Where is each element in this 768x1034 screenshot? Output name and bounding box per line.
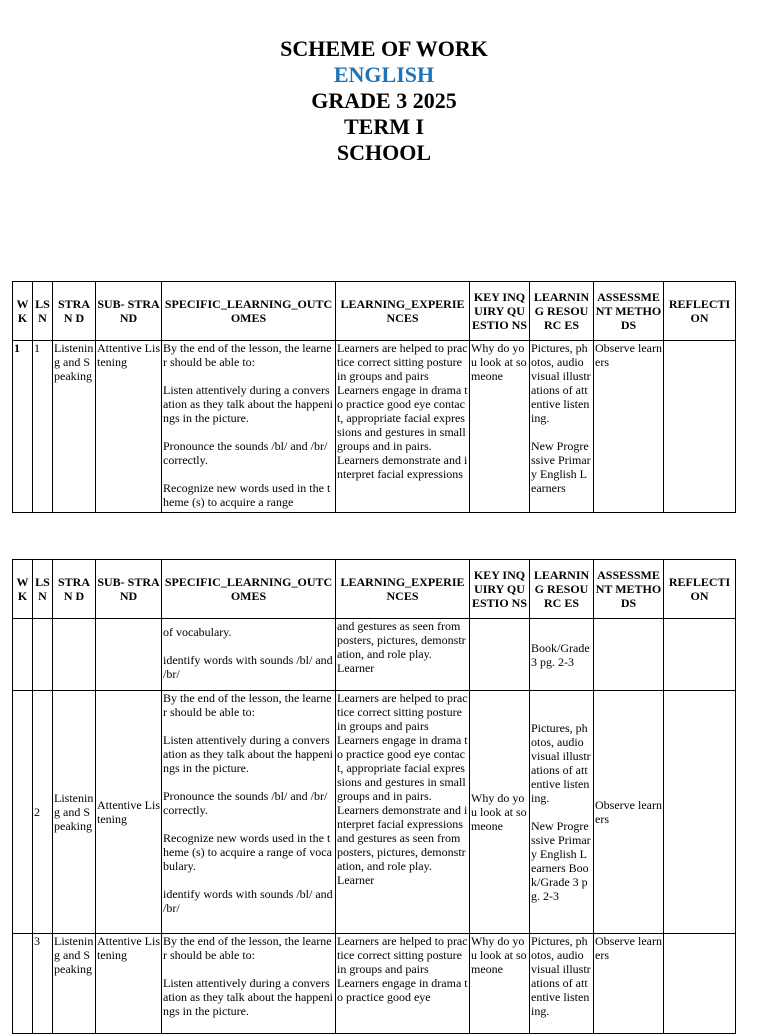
cell-week: [13, 934, 33, 1034]
header-reflection: REFLECTI ON: [664, 560, 736, 619]
cell-key-inquiry-question: [470, 619, 530, 691]
header-learning-resources: LEARNIN G RESOURC ES: [530, 282, 594, 341]
outcome-paragraph: Recognize new words used in the theme (s) to acquire a range of vocabulary.: [163, 831, 332, 873]
cell-reflection: [664, 341, 736, 513]
header-wk: W K: [13, 282, 33, 341]
cell-specific-learning-outcomes: [162, 341, 336, 513]
table-header-row: [13, 282, 736, 341]
cell-key-inquiry-question: Why do you look at someone: [470, 341, 530, 513]
header-lsn: LS N: [33, 560, 53, 619]
outcome-paragraph: Pronounce the sounds /bl/ and /br/ correctly.: [163, 439, 328, 467]
cell-reflection: [664, 619, 736, 691]
outcome-paragraph: Listen attentively during a conversation as they talk about the happenings in the picture.: [163, 976, 333, 1018]
cell-week: 1: [13, 341, 33, 513]
outcome-paragraph: Listen attentively during a conversation as they talk about the happenings in the picture.: [163, 383, 333, 425]
header-strand: STRAN D: [53, 282, 96, 341]
cell-reflection: [664, 934, 736, 1034]
cell-specific-learning-outcomes: [162, 619, 336, 691]
cell-learning-resources: Pictures, photos, audio visual illustrations of attentive listening.: [530, 934, 594, 1034]
outcome-paragraph: By the end of the lesson, the learner should be able to:: [163, 934, 332, 962]
cell-assessment-methods: Observe learners: [594, 934, 664, 1034]
cell-specific-learning-outcomes: [162, 934, 336, 1034]
experiences-text: and gestures as seen from posters, pictures, demonstration, and role play. Learner: [337, 619, 466, 675]
resources-paragraph: Pictures, photos, audio visual illustrations of attentive listening.: [531, 721, 591, 805]
title-scheme-of-work: SCHEME OF WORK: [280, 36, 488, 61]
cell-lesson: 1: [33, 341, 53, 513]
experiences-text: Learners are helped to practice correct sitting posture in groups and pairs Learners engage in drama to practice good eye contact, appropriate facial expressions and gestures in small groups and in pairs. Learners demonstrate and interpret facial expressions: [337, 341, 468, 481]
header-specific-learning-outcomes: SPECIFIC_LEARNING_OUTC OMES: [162, 282, 336, 341]
table-row: [13, 934, 736, 1034]
cell-week: [13, 619, 33, 691]
cell-strand: Listening and Speaking: [53, 691, 96, 934]
cell-strand: [53, 619, 96, 691]
outcome-paragraph: Pronounce the sounds /bl/ and /br/ correctly.: [163, 789, 328, 817]
cell-learning-resources: Book/Grade 3 pg. 2-3: [530, 619, 594, 691]
header-sub-strand: SUB- STRAND: [96, 560, 162, 619]
cell-sub-strand: Attentive Listening: [96, 934, 162, 1034]
outcome-paragraph: By the end of the lesson, the learner should be able to:: [163, 341, 332, 369]
header-learning-resources: LEARNIN G RESOURC ES: [530, 560, 594, 619]
cell-sub-strand: [96, 619, 162, 691]
outcome-paragraph: Listen attentively during a conversation as they talk about the happenings in the picture.: [163, 733, 333, 775]
cell-assessment-methods: [594, 619, 664, 691]
document-title: [0, 36, 768, 166]
cell-assessment-methods: Observe learners: [594, 691, 664, 934]
cell-week: [13, 691, 33, 934]
experiences-text: Learners are helped to practice correct sitting posture in groups and pairs Learners engage in drama to practice good eye contact, appropriate facial expressions and gestures in small groups and in pairs. Learners demonstrate and interpret facial expressions and gestures as seen from posters, pictures, demonstration, and role play. Learner: [337, 691, 468, 887]
outcome-paragraph: By the end of the lesson, the learner should be able to:: [163, 691, 332, 719]
cell-reflection: [664, 691, 736, 934]
header-sub-strand: SUB- STRAND: [96, 282, 162, 341]
table-header-row: [13, 560, 736, 619]
header-reflection: REFLECTI ON: [664, 282, 736, 341]
outcome-paragraph: Recognize new words used in the theme (s) to acquire a range: [163, 481, 331, 509]
cell-learning-experiences: [336, 619, 470, 691]
header-assessment-methods: ASSESSME NT METHODS: [594, 560, 664, 619]
header-learning-experiences: LEARNING_EXPERIE NCES: [336, 560, 470, 619]
header-specific-learning-outcomes: SPECIFIC_LEARNING_OUTC OMES: [162, 560, 336, 619]
header-learning-experiences: LEARNING_EXPERIE NCES: [336, 282, 470, 341]
scheme-table-1: [12, 281, 736, 513]
cell-assessment-methods: Observe learners: [594, 341, 664, 513]
cell-lesson: 2: [33, 691, 53, 934]
cell-specific-learning-outcomes: [162, 691, 336, 934]
cell-sub-strand: Attentive Listening: [96, 341, 162, 513]
cell-learning-experiences: [336, 341, 470, 513]
outcome-paragraph: identify words with sounds /bl/ and /br/: [163, 653, 333, 681]
resources-paragraph: Pictures, photos, audio visual illustrations of attentive listening.: [531, 341, 591, 425]
header-assessment-methods: ASSESSME NT METHODS: [594, 282, 664, 341]
cell-learning-resources: [530, 341, 594, 513]
title-school: SCHOOL: [336, 140, 432, 165]
scheme-table-2: [12, 559, 736, 1034]
outcome-paragraph: of vocabulary.: [163, 625, 232, 639]
cell-sub-strand: Attentive Listening: [96, 691, 162, 934]
cell-strand: Listening and Speaking: [53, 341, 96, 513]
cell-key-inquiry-question: Why do you look at someone: [470, 934, 530, 1034]
table-row: [13, 619, 736, 691]
cell-lesson: 3: [33, 934, 53, 1034]
table-row: [13, 341, 736, 513]
cell-strand: Listening and Speaking: [53, 934, 96, 1034]
title-grade-year: GRADE 3 2025: [311, 88, 457, 113]
outcome-paragraph: identify words with sounds /bl/ and /br/: [163, 887, 333, 915]
header-key-inquiry-questions: KEY INQUIRY QUESTIO NS: [470, 282, 530, 341]
cell-lesson: [33, 619, 53, 691]
cell-learning-experiences: [336, 934, 470, 1034]
table-row: [13, 691, 736, 934]
title-term: TERM I: [343, 114, 425, 139]
title-subject: ENGLISH: [333, 62, 435, 87]
header-strand: STRAN D: [53, 560, 96, 619]
cell-learning-resources: [530, 691, 594, 934]
experiences-text: Learners are helped to practice correct sitting posture in groups and pairs Learners engage in drama to practice good eye: [337, 934, 468, 1004]
header-lsn: LS N: [33, 282, 53, 341]
header-wk: W K: [13, 560, 33, 619]
cell-learning-experiences: [336, 691, 470, 934]
header-key-inquiry-questions: KEY INQUIRY QUESTIO NS: [470, 560, 530, 619]
resources-paragraph: New Progressive Primary English Learners: [531, 439, 591, 495]
resources-paragraph: New Progressive Primary English Learners Book/Grade 3 pg. 2-3: [531, 819, 591, 903]
cell-key-inquiry-question: Why do you look at someone: [470, 691, 530, 934]
